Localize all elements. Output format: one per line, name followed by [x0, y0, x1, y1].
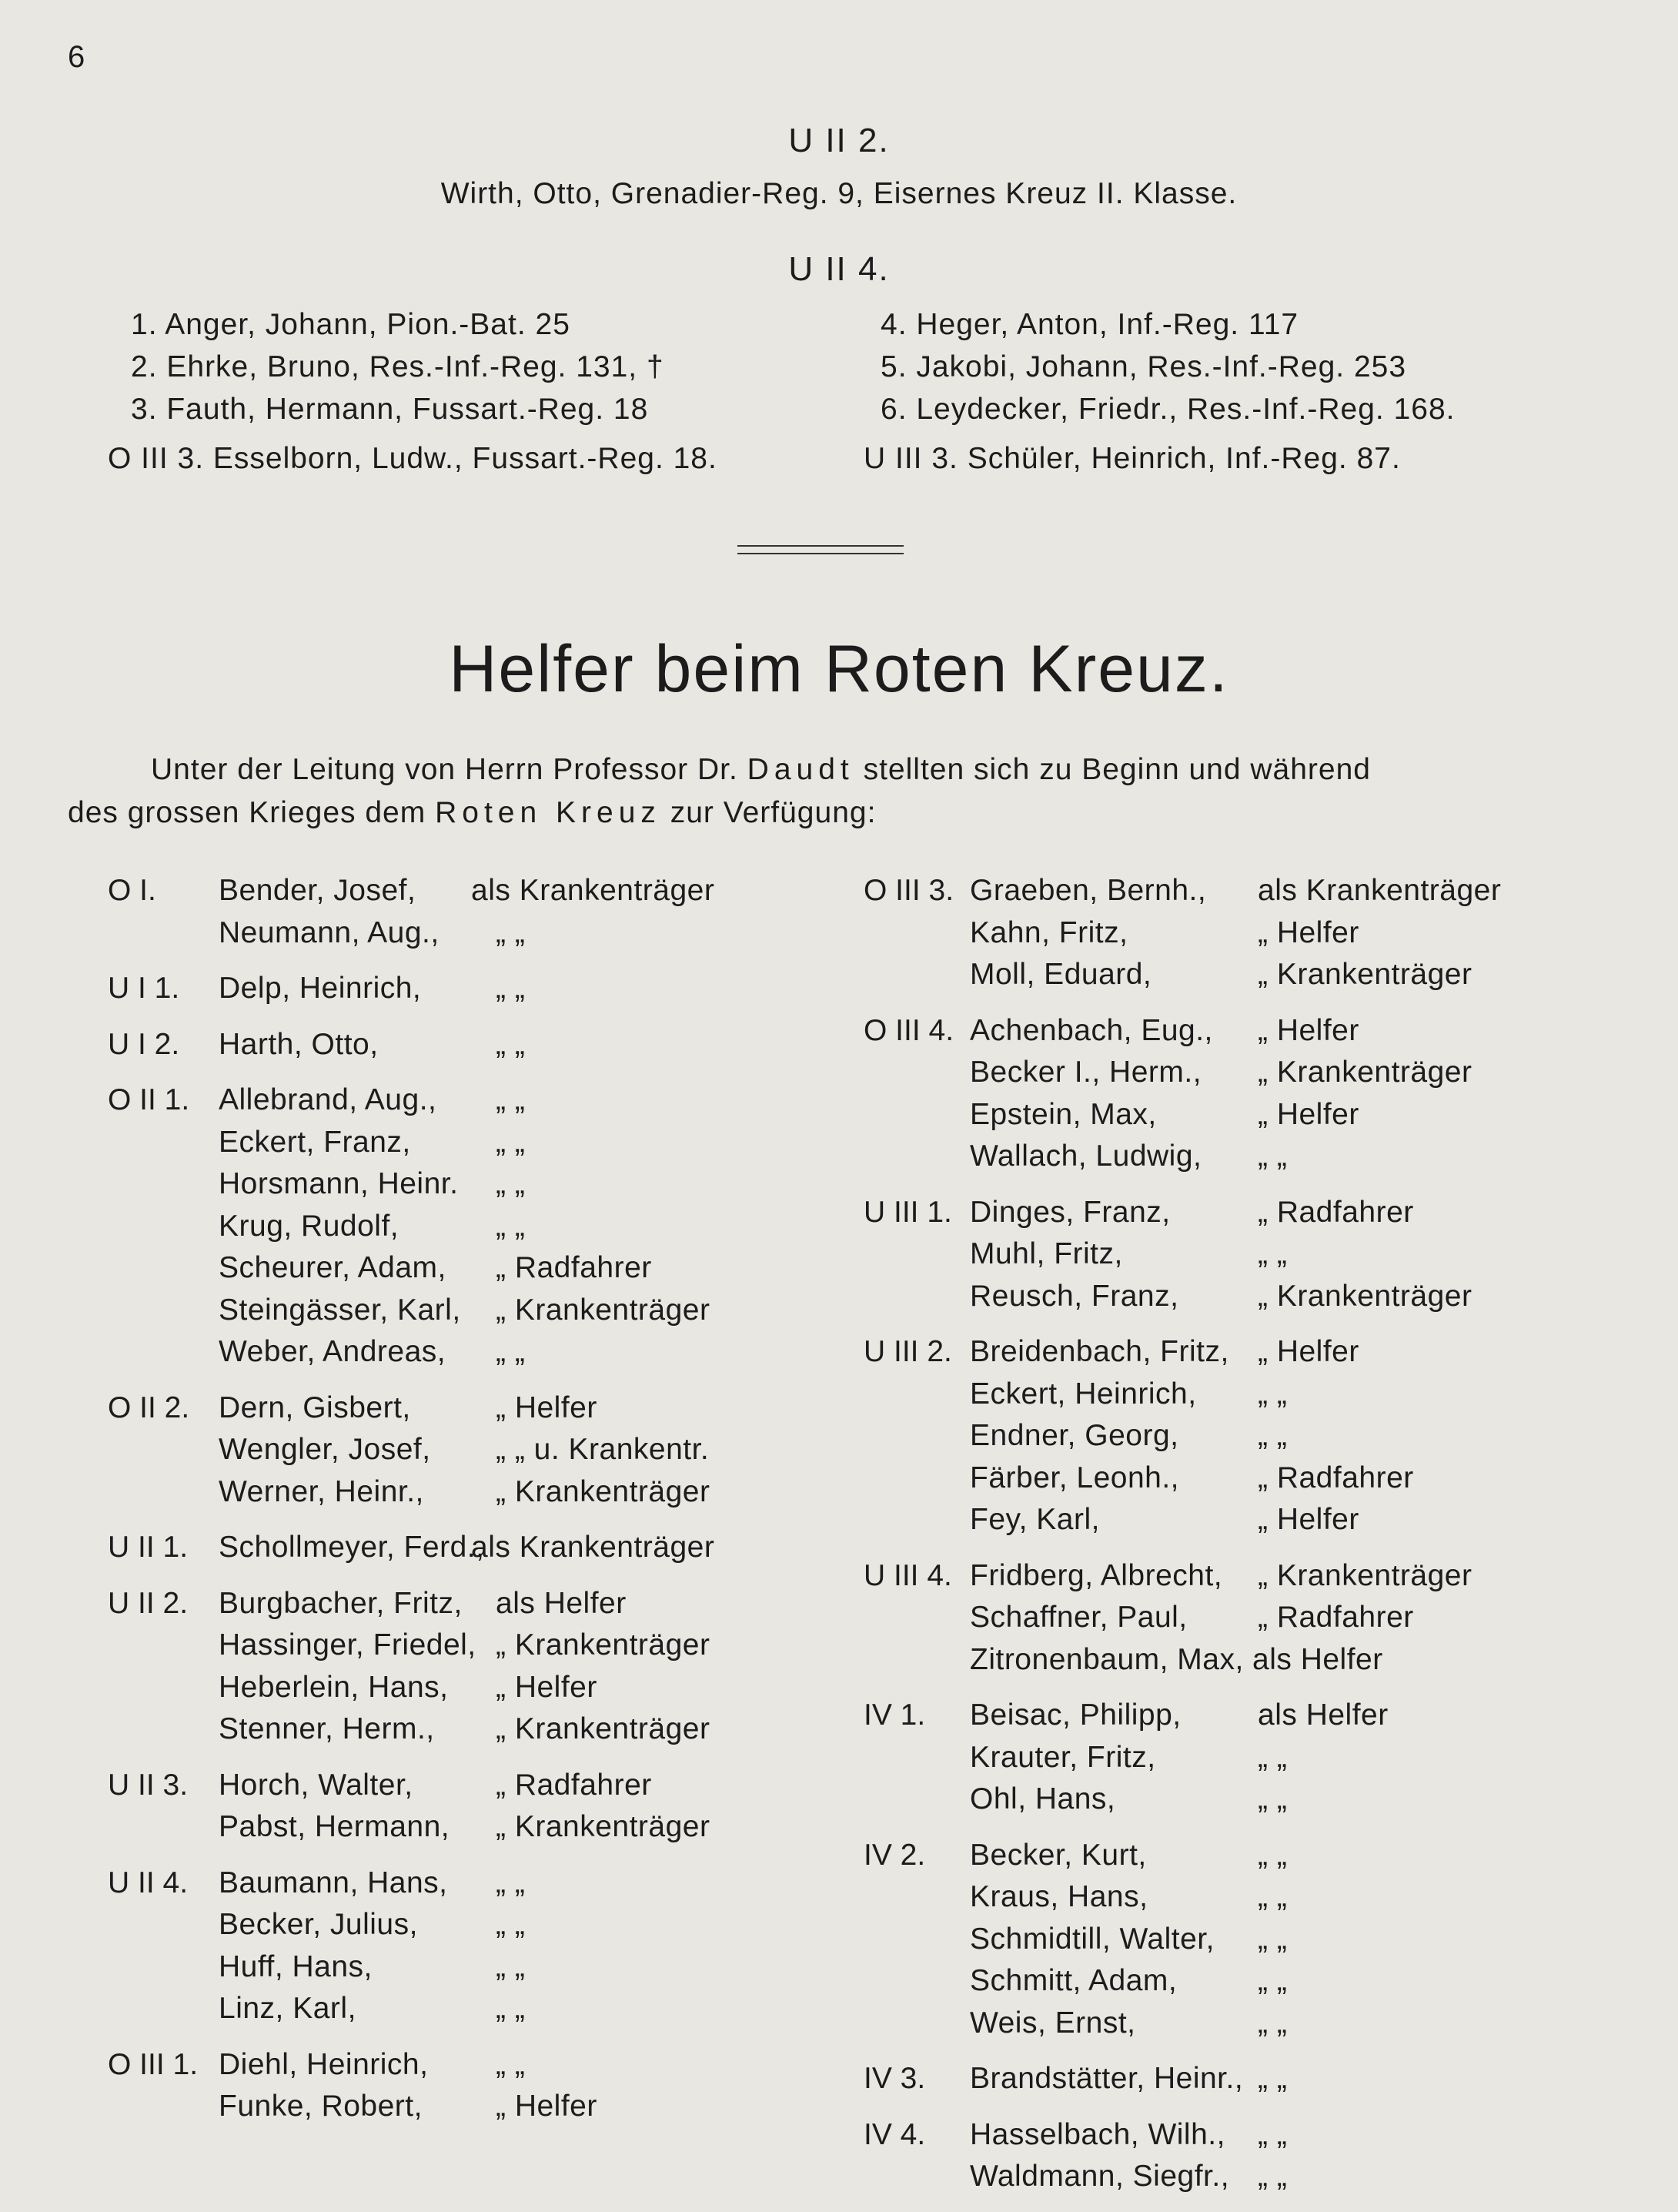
helper-row [108, 968, 877, 1010]
intro-text: zur Verfügung: [670, 796, 877, 829]
helper-duty: „ Helfer [496, 1670, 597, 1704]
helper-row [864, 1919, 1664, 1961]
helper-duty: „ „ [496, 1027, 526, 1061]
class-label: U II 2. [108, 1586, 189, 1620]
helper-row [108, 1079, 877, 1122]
helper-duty: „ „ [496, 1992, 526, 2025]
helper-duty: „ „ [1258, 1838, 1288, 1872]
class-label: O III 4. [864, 1013, 954, 1047]
helper-name: Fey, Karl, [970, 1503, 1100, 1536]
helper-duty: „ Helfer [1258, 1335, 1359, 1368]
helper-row [108, 1122, 877, 1164]
helper-name: Krug, Rudolf, [219, 1209, 399, 1243]
helper-duty: „ „ [1258, 1922, 1288, 1956]
class-group [864, 1555, 1664, 1682]
class-group [108, 1527, 877, 1569]
page-number: 6 [68, 40, 85, 74]
helper-row [108, 1163, 877, 1206]
helper-name: Delp, Heinrich, [219, 972, 422, 1005]
helper-row [864, 1010, 1664, 1052]
helper-row [108, 1331, 877, 1374]
list-item: 1. Anger, Johann, Pion.-Bat. 25 [131, 308, 570, 341]
class-group [108, 870, 877, 954]
intro-text: stellten sich zu Beginn und während [863, 753, 1371, 786]
helper-row [864, 1960, 1664, 2003]
helper-duty: als Helfer [1252, 1642, 1383, 1676]
class-label: U I 2. [108, 1027, 180, 1061]
helper-row [864, 912, 1664, 955]
helper-name: Scheurer, Adam, [219, 1251, 446, 1284]
helper-row [864, 1835, 1664, 1877]
helper-row [864, 1737, 1664, 1779]
class-group [108, 1862, 877, 2030]
helper-name: Fridberg, Albrecht, [970, 1558, 1223, 1592]
oiii3-note: O III 3. Esselborn, Ludw., Fussart.-Reg. 18. [108, 442, 717, 475]
section-line-uii2: Wirth, Otto, Grenadier-Reg. 9, Eisernes Kreuz II. Klasse. [440, 177, 1238, 210]
helper-row [864, 1639, 1664, 1682]
helper-name: Diehl, Heinrich, [219, 2047, 429, 2081]
helper-row [864, 2114, 1664, 2157]
helper-row [864, 1374, 1664, 1416]
helper-name: Eckert, Franz, [219, 1125, 411, 1159]
helper-duty: „ Radfahrer [1258, 1601, 1414, 1634]
helper-row [864, 1415, 1664, 1457]
helper-duty: „ Krankenträger [496, 1474, 710, 1508]
helper-row [108, 1471, 877, 1514]
helper-duty: „ „ [1258, 1139, 1288, 1173]
list-item: 4. Heger, Anton, Inf.-Reg. 117 [881, 308, 1299, 341]
helper-name: Hasselbach, Wilh., [970, 2117, 1225, 2151]
helper-name: Brandstätter, Heinr., [970, 2062, 1244, 2095]
helper-row [864, 1499, 1664, 1541]
helper-name: Weis, Ernst, [970, 2006, 1136, 2040]
helper-row [864, 2156, 1664, 2198]
helper-name: Pabst, Hermann, [219, 1810, 450, 1843]
helper-name: Schmidtill, Walter, [970, 1922, 1215, 1956]
helper-name: Wengler, Josef, [219, 1433, 431, 1466]
intro-name: Daudt [747, 753, 854, 786]
helper-name: Muhl, Fritz, [970, 1237, 1123, 1270]
helper-name: Moll, Eduard, [970, 958, 1152, 991]
helper-name: Horch, Walter, [219, 1768, 413, 1802]
helper-name: Achenbach, Eug., [970, 1013, 1213, 1047]
helper-row [864, 1276, 1664, 1318]
helper-duty: „ Radfahrer [1258, 1461, 1414, 1494]
helper-duty: „ Helfer [496, 1390, 597, 1424]
class-label: U III 2. [864, 1335, 952, 1368]
class-group [108, 2044, 877, 2128]
helper-name: Burgbacher, Fritz, [219, 1586, 463, 1620]
helper-duty: „ Helfer [1258, 1013, 1359, 1047]
helper-name: Eckert, Heinrich, [970, 1377, 1197, 1411]
class-group [108, 1079, 877, 1374]
helper-row [108, 1024, 877, 1066]
class-label: U I 1. [108, 972, 180, 1005]
helper-duty: „ „ [496, 1335, 526, 1368]
helper-name: Stenner, Herm., [219, 1712, 435, 1745]
intro-paragraph [68, 748, 1569, 835]
helper-name: Reusch, Franz, [970, 1279, 1179, 1313]
class-group [864, 1192, 1664, 1318]
helper-row [864, 1695, 1664, 1737]
helper-name: Wallach, Ludwig, [970, 1139, 1202, 1173]
helper-name: Epstein, Max, [970, 1097, 1157, 1131]
helper-name: Becker I., Herm., [970, 1056, 1202, 1089]
helper-name: Huff, Hans, [219, 1949, 373, 1983]
class-label: IV 4. [864, 2117, 926, 2151]
class-group [864, 1695, 1664, 1821]
section-divider [737, 545, 904, 554]
helper-duty: „ Radfahrer [1258, 1195, 1414, 1229]
class-group [864, 2058, 1664, 2100]
page-title: Helfer beim Roten Kreuz. [449, 632, 1229, 706]
helper-duty: „ Krankenträger [1258, 1279, 1472, 1313]
helper-row [864, 1052, 1664, 1094]
helper-name: Färber, Leonh., [970, 1461, 1180, 1494]
helper-row [864, 870, 1664, 912]
helper-duty: „ Radfahrer [496, 1251, 652, 1284]
helper-list-left [108, 870, 877, 2142]
uiii3-note: U III 3. Schüler, Heinrich, Inf.-Reg. 87. [864, 442, 1401, 475]
class-group [864, 1835, 1664, 2045]
intro-name: Roten Kreuz [435, 796, 661, 829]
helper-row [108, 870, 877, 912]
helper-duty: „ „ [1258, 1880, 1288, 1913]
helper-name: Becker, Julius, [219, 1908, 418, 1941]
class-label: IV 3. [864, 2062, 926, 2095]
class-label: O II 2. [108, 1390, 190, 1424]
helper-name: Heberlein, Hans, [219, 1670, 449, 1704]
uii4-left-list [131, 303, 664, 430]
helper-duty: „ „ [496, 915, 526, 949]
helper-name: Weber, Andreas, [219, 1335, 446, 1368]
helper-name: Zitronenbaum, Max, [970, 1642, 1244, 1676]
helper-row [864, 1233, 1664, 1276]
intro-text: des grossen Krieges dem [68, 796, 426, 829]
helper-duty: als Helfer [496, 1586, 627, 1620]
helper-name: Hassinger, Friedel, [219, 1628, 476, 1662]
list-item: 5. Jakobi, Johann, Res.-Inf.-Reg. 253 [881, 350, 1407, 383]
helper-row [108, 1708, 877, 1751]
helper-duty: „ „ [1258, 1740, 1288, 1774]
class-group [108, 1765, 877, 1849]
helper-name: Schaffner, Paul, [970, 1601, 1188, 1634]
helper-row [864, 1331, 1664, 1374]
helper-name: Waldmann, Siegfr., [970, 2160, 1230, 2193]
helper-duty: „ „ [496, 1949, 526, 1983]
helper-row [108, 1988, 877, 2030]
helper-duty: „ Krankenträger [496, 1628, 710, 1662]
class-group [864, 2114, 1664, 2198]
helper-name: Dinges, Franz, [970, 1195, 1171, 1229]
helper-row [108, 1247, 877, 1290]
helper-row [864, 1597, 1664, 1639]
helper-row [864, 1136, 1664, 1178]
helper-duty: „ Krankenträger [1258, 1056, 1472, 1089]
helper-duty: als Krankenträger [1258, 874, 1502, 907]
helper-name: Beisac, Philipp, [970, 1698, 1182, 1732]
helper-duty: „ „ [496, 1167, 526, 1200]
class-label: U III 1. [864, 1195, 952, 1229]
helper-duty: „ „ [1258, 2117, 1288, 2151]
class-group [108, 1024, 877, 1066]
class-group [864, 1331, 1664, 1541]
helper-name: Kahn, Fritz, [970, 915, 1128, 949]
helper-row [108, 2044, 877, 2087]
uii4-right-list [881, 303, 1456, 430]
class-label: O III 3. [864, 874, 954, 907]
helper-row [108, 1667, 877, 1709]
helper-name: Endner, Georg, [970, 1419, 1179, 1452]
helper-row [864, 1555, 1664, 1598]
helper-row [864, 1457, 1664, 1500]
helper-name: Steingässer, Karl, [219, 1293, 461, 1327]
class-group [864, 1010, 1664, 1178]
list-item: 2. Ehrke, Bruno, Res.-Inf.-Reg. 131, † [131, 350, 664, 383]
class-label: U II 1. [108, 1531, 189, 1564]
helper-duty: „ Helfer [496, 2090, 597, 2123]
helper-duty: „ „ [496, 1125, 526, 1159]
helper-row [108, 1387, 877, 1430]
list-item: 3. Fauth, Hermann, Fussart.-Reg. 18 [131, 393, 649, 426]
class-label: O III 1. [108, 2047, 199, 2081]
helper-name: Allebrand, Aug., [219, 1083, 437, 1116]
helper-name: Bender, Josef, [219, 874, 416, 907]
list-item: 6. Leydecker, Friedr., Res.-Inf.-Reg. 168. [881, 393, 1456, 426]
helper-name: Graeben, Bernh., [970, 874, 1207, 907]
intro-text: Unter der Leitung von Herrn Professor Dr. [151, 753, 738, 786]
helper-duty: „ Helfer [1258, 1097, 1359, 1131]
helper-row [108, 1290, 877, 1332]
helper-list-right [864, 870, 1664, 2212]
section-heading-uii4: U II 4. [788, 250, 890, 288]
class-label: U II 4. [108, 1866, 189, 1899]
helper-name: Linz, Karl, [219, 1992, 356, 2025]
helper-name: Kraus, Hans, [970, 1880, 1148, 1913]
helper-row [864, 2058, 1664, 2100]
helper-name: Funke, Robert, [219, 2090, 423, 2123]
helper-duty: „ „ [496, 2047, 526, 2081]
helper-row [108, 1904, 877, 1946]
helper-row [108, 2086, 877, 2128]
helper-name: Baumann, Hans, [219, 1866, 448, 1899]
helper-duty: „ „ [1258, 1419, 1288, 1452]
helper-name: Ohl, Hans, [970, 1782, 1116, 1815]
class-label: IV 2. [864, 1838, 926, 1872]
helper-row [864, 954, 1664, 996]
helper-row [108, 1625, 877, 1667]
class-group [864, 870, 1664, 996]
helper-name: Harth, Otto, [219, 1027, 379, 1061]
class-label: IV 1. [864, 1698, 926, 1732]
helper-duty: als Krankenträger [471, 1531, 715, 1564]
helper-duty: „ „ [1258, 1237, 1288, 1270]
helper-duty: „ Helfer [1258, 915, 1359, 949]
helper-row [108, 1527, 877, 1569]
helper-duty: „ Krankenträger [496, 1293, 710, 1327]
helper-duty: „ „ [1258, 1964, 1288, 1997]
helper-duty: „ Krankenträger [496, 1810, 710, 1843]
helper-name: Neumann, Aug., [219, 915, 440, 949]
helper-name: Becker, Kurt, [970, 1838, 1147, 1872]
helper-duty: „ „ [496, 972, 526, 1005]
helper-name: Breidenbach, Fritz, [970, 1335, 1229, 1368]
helper-row [864, 1779, 1664, 1821]
helper-name: Schollmeyer, Ferd., [219, 1531, 485, 1564]
helper-duty: „ „ [496, 1866, 526, 1899]
helper-name: Dern, Gisbert, [219, 1390, 411, 1424]
helper-duty: „ „ [1258, 1782, 1288, 1815]
helper-row [108, 1862, 877, 1905]
helper-duty: „ „ [496, 1083, 526, 1116]
helper-duty: „ „ u. Krankentr. [496, 1433, 710, 1466]
section-heading-uii2: U II 2. [788, 122, 890, 159]
class-label: O I. [108, 874, 156, 907]
helper-row [864, 2003, 1664, 2045]
class-label: U II 3. [108, 1768, 189, 1802]
helper-duty: „ Radfahrer [496, 1768, 652, 1802]
helper-row [108, 1583, 877, 1625]
helper-duty: „ Krankenträger [1258, 1558, 1472, 1592]
helper-row [108, 1206, 877, 1248]
helper-row [108, 1429, 877, 1471]
helper-row [864, 1876, 1664, 1919]
helper-duty: „ „ [1258, 2062, 1288, 2095]
helper-duty: „ Helfer [1258, 1503, 1359, 1536]
helper-duty: „ Krankenträger [1258, 958, 1472, 991]
helper-duty: „ „ [1258, 2160, 1288, 2193]
helper-name: Horsmann, Heinr. [219, 1167, 459, 1200]
helper-duty: „ „ [1258, 2006, 1288, 2040]
helper-duty: als Krankenträger [471, 874, 715, 907]
class-label: U III 4. [864, 1558, 952, 1592]
helper-duty: „ „ [1258, 1377, 1288, 1411]
class-group [108, 968, 877, 1010]
class-group [108, 1583, 877, 1751]
helper-duty: „ „ [496, 1908, 526, 1941]
helper-duty: „ „ [496, 1209, 526, 1243]
helper-row [864, 1094, 1664, 1136]
helper-duty: als Helfer [1258, 1698, 1389, 1732]
helper-row [108, 912, 877, 955]
helper-name: Krauter, Fritz, [970, 1740, 1156, 1774]
helper-name: Schmitt, Adam, [970, 1964, 1178, 1997]
helper-row [108, 1765, 877, 1807]
helper-name: Werner, Heinr., [219, 1474, 424, 1508]
helper-row [108, 1806, 877, 1849]
class-label: O II 1. [108, 1083, 190, 1116]
class-group [108, 1387, 877, 1514]
helper-duty: „ Krankenträger [496, 1712, 710, 1745]
helper-row [864, 1192, 1664, 1234]
helper-row [108, 1946, 877, 1989]
